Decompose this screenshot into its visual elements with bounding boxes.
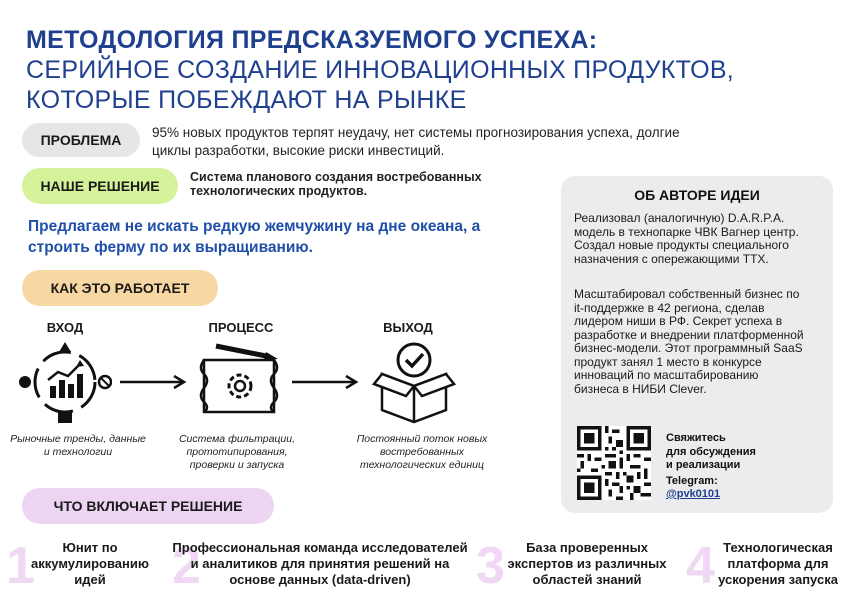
feature-item: Технологическая платформа для ускорения запуска bbox=[718, 540, 838, 587]
author-paragraph-2: Масштабировал собственный бизнес по it-поддержке в 42 региона, сделав лидером ниши в РФ. Секрет успеха в разработке и внедрении платформенной бизнес-модели. Этот программный SaaS продукт занял 1 место в конкурсе инноваций по масштабированию бизнеса в НИБИ Clever. bbox=[574, 287, 804, 396]
step-input-title: ВХОД bbox=[46, 320, 84, 335]
problem-badge: ПРОБЛЕМА bbox=[22, 123, 140, 157]
feature-number: 1 bbox=[6, 537, 35, 595]
page-subtitle-line-1: СЕРИЙНОЕ СОЗДАНИЕ ИННОВАЦИОННЫХ ПРОДУКТОВ, bbox=[26, 56, 735, 84]
qr-code-icon[interactable] bbox=[577, 426, 651, 500]
arrow-right-icon bbox=[120, 374, 190, 390]
contact-text: Свяжитесь для обсуждения и реализации Telegram: @pvk0101 bbox=[666, 432, 816, 502]
arrow-right-icon bbox=[292, 374, 362, 390]
includes-badge: ЧТО ВКЛЮЧАЕТ РЕШЕНИЕ bbox=[22, 488, 274, 524]
approved-box-icon bbox=[372, 340, 456, 424]
telegram-label: Telegram: bbox=[666, 474, 718, 487]
how-it-works-badge: КАК ЭТО РАБОТАЕТ bbox=[22, 270, 218, 306]
blueprint-gear-icon bbox=[196, 340, 286, 424]
page-subtitle-line-2: КОТОРЫЕ ПОБЕЖДАЮТ НА РЫНКЕ bbox=[26, 86, 467, 114]
step-output-caption: Постоянный поток новых востребованных технологических единиц bbox=[356, 433, 488, 471]
analytics-cycle-icon bbox=[18, 340, 112, 424]
step-process-title: ПРОЦЕСС bbox=[208, 320, 274, 335]
author-paragraph-1: Реализовал (аналогичную) D.A.R.P.A. модель в технопарке ЧВК Вагнер центр. Создал новые продукты специального назначения с опережающими ТТХ. bbox=[574, 211, 799, 266]
author-title: ОБ АВТОРЕ ИДЕИ bbox=[634, 187, 760, 203]
solution-highlight: Предлагаем не искать редкую жемчужину на дне океана, а строить ферму по их выращиванию. bbox=[28, 218, 481, 256]
step-output-title: ВЫХОД bbox=[383, 320, 433, 335]
solution-badge: НАШЕ РЕШЕНИЕ bbox=[22, 168, 178, 204]
feature-number: 2 bbox=[172, 537, 201, 595]
feature-item: Юнит по аккумулированию идей bbox=[31, 540, 149, 587]
feature-item: Профессиональная команда исследователей и аналитиков для принятия решений на основе данных (data-driven) bbox=[172, 540, 468, 587]
page-title: МЕТОДОЛОГИЯ ПРЕДСКАЗУЕМОГО УСПЕХА: bbox=[26, 26, 598, 54]
feature-number: 4 bbox=[686, 537, 715, 595]
feature-number: 3 bbox=[476, 537, 505, 595]
feature-item: База проверенных экспертов из различных областей знаний bbox=[507, 540, 667, 587]
problem-text: 95% новых продуктов терпят неудачу, нет системы прогнозирования успеха, долгие циклы разработки, высокие риски инвестиций. bbox=[152, 125, 680, 158]
solution-text: Система планового создания востребованных технологических продуктов. bbox=[190, 170, 482, 198]
step-input-caption: Рыночные тренды, данные и технологии bbox=[10, 433, 146, 458]
step-process-caption: Система фильтрации, прототипирования, проверки и запуска bbox=[178, 433, 296, 471]
telegram-link[interactable]: @pvk0101 bbox=[666, 488, 721, 500]
